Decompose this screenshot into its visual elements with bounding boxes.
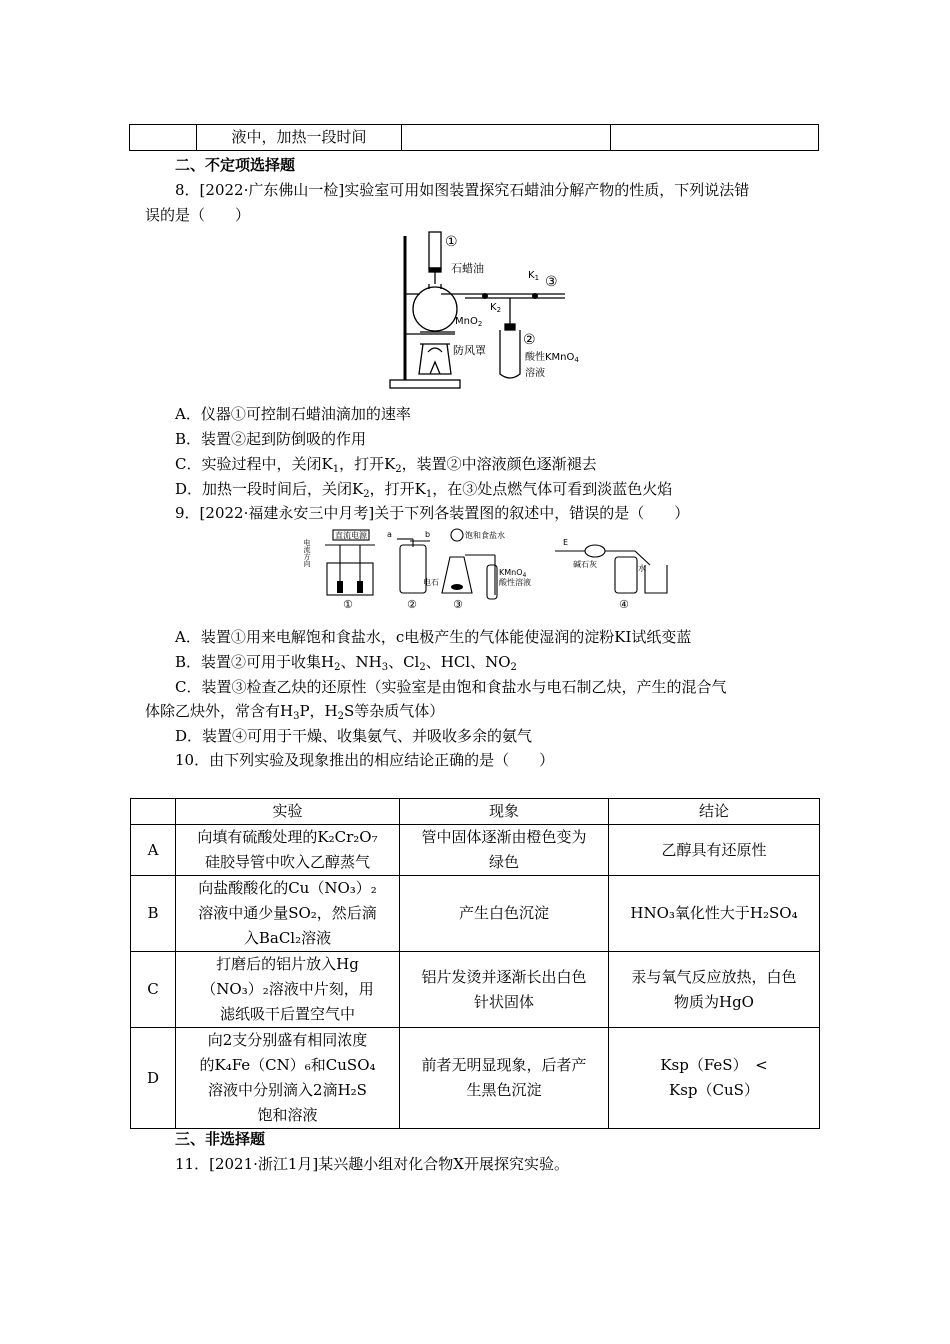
q9-fig-brine: 饱和食盐水 [465,531,505,540]
q9-fig-4: ④ [619,598,629,611]
q8-fig-label-paraffin: 石蜡油 [451,262,484,275]
q8-apparatus-figure [385,224,579,394]
q10-table [130,798,820,1129]
q8-fig-label-2: ② [523,332,536,348]
experiment-cell: 向2支分别盛有相同浓度 的K₄Fe（CN）₆和CuSO₄ 溶液中分别滴入2滴H₂S 饱和溶液 [176,1028,400,1129]
q10-header-observation: 现象 [400,799,609,825]
conclusion-cell: HNO₃氧化性大于H₂SO₄ [609,876,820,952]
q9-option-c-line2: 体除乙炔外，常含有$H_3P$，$H_2S$等杂质气体） [145,702,445,722]
q9-fig-dir: 电流方向 [303,539,311,567]
row-label: D [131,1028,176,1129]
q8-fig-label-k1: K [528,270,535,281]
top-table-fragment [129,124,819,151]
q9-fig-kmno4: KMnO [499,568,523,577]
q9-option-c-line1: C．装置③检查乙炔的还原性（实验室是由饱和食盐水与电石制乙炔，产生的混合气 [175,678,727,696]
observation-cell: 铝片发烫并逐渐长出白色 针状固体 [400,952,609,1028]
top-table-cell-text: 液中，加热一段时间 [197,125,402,151]
section2-title: 二、不定项选择题 [175,156,296,174]
svg-text:K2 [490,302,501,314]
q8-fig-label-1: ① [445,234,458,250]
q9-option-b: B．装置②可用于收集$H_2$、$NH_3$、$Cl_2$、HCl、$NO_2$ [175,653,517,673]
q10-stem: 10．由下列实验及现象推出的相应结论正确的是（ ） [175,751,555,769]
row-label: C [131,952,176,1028]
svg-text:K1 [528,270,539,282]
q8-fig-label-solution: 溶液 [525,368,545,379]
section3-title: 三、非选择题 [175,1130,266,1148]
q11-stem: 11．[2021·浙江1月]某兴趣小组对化合物X开展探究实验。 [175,1155,569,1173]
observation-cell: 管中固体逐渐由橙色变为 绿色 [400,825,609,876]
q9-fig-carbide: 电石 [423,578,439,587]
q9-option-a: A．装置①用来电解饱和食盐水，c电极产生的气体能使湿润的淀粉KI试纸变蓝 [175,628,692,646]
q9-fig-1: ① [343,598,353,611]
q8-stem-line2: 误的是（ ） [145,206,251,224]
q8-option-a: A．仪器①可控制石蜡油滴加的速率 [175,405,411,423]
experiment-cell: 打磨后的铝片放入Hg （NO₃）₂溶液中片刻，用 滤纸吸干后置空气中 [176,952,400,1028]
table-row [131,825,820,876]
q9-fig-e: E [563,538,569,547]
q8-fig-label-k1-sub: 1 [534,274,540,282]
q9-apparatus-figure [305,525,675,612]
q9-fig-2: ② [407,598,417,611]
q9-fig-power: 直流电源 [335,531,367,540]
q9-stem: 9．[2022·福建永安三中月考]关于下列各装置图的叙述中，错误的是（ ） [175,504,690,522]
row-label: B [131,876,176,952]
q8-option-b: B．装置②起到防倒吸的作用 [175,430,367,448]
experiment-cell: 向填有硫酸处理的K₂Cr₂O₇ 硅胶导管中吹入乙醇蒸气 [176,825,400,876]
q9-fig-soda-lime: 碱石灰 [573,560,597,569]
observation-cell: 产生白色沉淀 [400,876,609,952]
observation-cell: 前者无明显现象，后者产 生黑色沉淀 [400,1028,609,1129]
conclusion-cell: 汞与氧气反应放热，白色 物质为HgO [609,952,820,1028]
q8-option-d: D．加热一段时间后，关闭$K_2$，打开$K_1$，在③处点燃气体可看到淡蓝色火焰 [175,480,673,500]
q8-fig-label-3: ③ [545,274,558,290]
q8-stem-line1: 8．[2022·广东佛山一检]实验室可用如图装置探究石蜡油分解产物的性质，下列说法错 [175,181,750,199]
q9-fig-kmno4-sub: 4 [522,572,527,579]
svg-text:MnO2 [455,316,482,328]
svg-text:酸性KMnO4 [525,350,579,364]
q9-option-d: D．装置④可用于干燥、收集氨气、并吸收多余的氨气 [175,727,533,745]
q10-header-conclusion: 结论 [609,799,820,825]
q8-fig-label-k2-sub: 2 [496,306,502,314]
top-table-cell-empty [402,125,611,151]
q8-fig-label-k2: K [490,302,497,313]
q9-fig-a: a [387,530,392,539]
q8-option-c: C．实验过程中，关闭$K_1$，打开$K_2$，装置②中溶液颜色逐渐褪去 [175,455,597,475]
experiment-cell: 向盐酸酸化的Cu（NO₃）₂ 溶液中通少量SO₂，然后滴 入BaCl₂溶液 [176,876,400,952]
conclusion-cell: 乙醇具有还原性 [609,825,820,876]
q8-fig-label-windshield: 防风罩 [453,344,486,357]
top-table-cell-empty [130,125,197,151]
q9-fig-3: ③ [453,598,463,611]
table-row [131,876,820,952]
top-table-cell-empty [611,125,819,151]
q8-fig-label-kmno4-sub: 4 [574,356,579,364]
q8-fig-label-kmno4: 酸性KMnO [525,352,575,363]
row-label: A [131,825,176,876]
conclusion-cell: Ksp（FeS） < Ksp（CuS） [609,1028,820,1129]
q10-header-experiment: 实验 [176,799,400,825]
q8-fig-label-mno2-sub: 2 [477,320,483,328]
table-row [131,952,820,1028]
q9-fig-b: b [425,530,431,539]
q9-fig-acid: 酸性溶液 [499,578,531,587]
q8-fig-label-mno2: MnO [455,316,478,327]
table-row [131,1028,820,1129]
q9-fig-water: 水 [638,564,646,573]
